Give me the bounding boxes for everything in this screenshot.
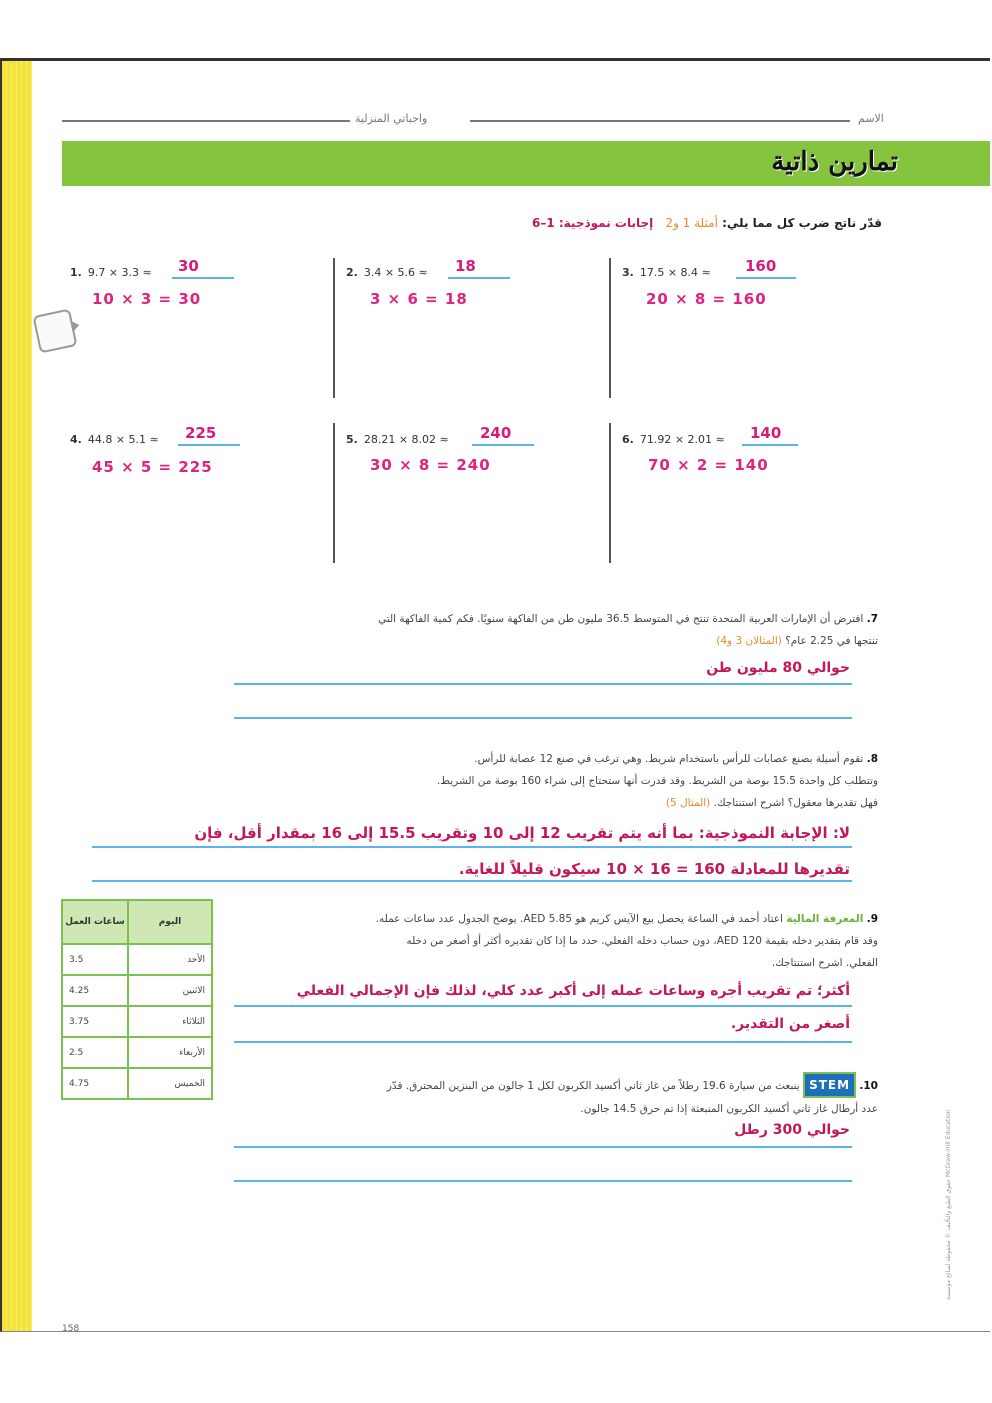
- question-7-line-1: 7. افترض أن الإمارات العربية المتحدة تنتج في المتوسط 36.5 مليون طن من الفاكهة سنويًا. فكم كمية الفاكهة التي: [378, 613, 878, 625]
- question-10-answer: حوالي 300 رطل: [734, 1122, 850, 1138]
- column-header-hours: ساعات العمل: [62, 900, 128, 944]
- question-9-line-2: وقد قام بتقدير دخله بقيمة AED 120، دون حساب دخله الفعلي. حدد ما إذا كان تقديره أكثر أو أصغر من دخله: [406, 935, 878, 947]
- answer-line: [92, 846, 852, 848]
- day-cell: الأربعاء: [128, 1037, 212, 1068]
- homework-rule: [470, 120, 850, 122]
- answer-line: [178, 444, 240, 446]
- problem-5-work: 30 × 8 = 240: [370, 456, 491, 474]
- problem-expression: 17.5 × 8.4 ≈: [639, 266, 711, 279]
- page-title: تمارين ذاتية: [771, 147, 898, 177]
- question-9-line-3: الفعلي. اشرح استنتاجك.: [771, 957, 878, 969]
- problem-number: 6.: [622, 433, 634, 446]
- hours-cell: 4.25: [62, 975, 128, 1006]
- question-10: [258, 1072, 878, 1120]
- name-rule: [62, 120, 350, 122]
- question-9: [258, 908, 878, 974]
- question-10-line-1: 10. STEM ينبعث من سيارة 19.6 رطلاً من غاز ثاني أكسيد الكربون لكل 1 جالون من البنزين المحترق. قدّر: [258, 1072, 878, 1098]
- problem-5-answer: 240: [480, 424, 512, 442]
- model-answers-label: إجابات نموذجية: 1–6: [531, 216, 654, 230]
- answer-line: [742, 444, 798, 446]
- problem-4-answer: 225: [185, 424, 217, 442]
- answer-line: [234, 1041, 852, 1043]
- page-border: [0, 58, 990, 1332]
- answer-line: [172, 277, 234, 279]
- question-8-answer-line-1: لا: الإجابة النموذجية: بما أنه يتم تقريب 12 إلى 10 وتقريب 15.5 إلى 16 بمقدار أقل، فإن: [194, 824, 850, 842]
- problem-6: [622, 433, 725, 446]
- answer-line: [234, 1005, 852, 1007]
- table-row: [62, 1037, 212, 1068]
- problem-number: 1.: [70, 266, 82, 279]
- hours-cell: 3.5: [62, 944, 128, 975]
- problem-expression: 3.4 × 5.6 ≈: [363, 266, 428, 279]
- problem-number: 3.: [622, 266, 634, 279]
- problem-2-answer: 18: [455, 257, 476, 275]
- problem-6-work: 70 × 2 = 140: [648, 456, 769, 474]
- problem-5: [346, 433, 449, 446]
- answer-line: [234, 683, 852, 685]
- hours-cell: 3.75: [62, 1006, 128, 1037]
- question-8-line-3: فهل تقديرها معقول؟ اشرح استنتاجك. (المثال 5): [665, 797, 878, 809]
- problem-1: [70, 266, 152, 279]
- question-9-line-1: 9. المعرفة المالية اعتاد أحمد في الساعة يحصل بيع الآيس كريم هو AED 5.85. يوضح الجدول عدد ساعات عمله.: [375, 913, 878, 925]
- day-cell: الثلاثاء: [128, 1006, 212, 1037]
- question-8-line-1: 8. تقوم أسيلة بصنع عصابات للرأس باستخدام شريط. وهي ترغب في صنع 12 عصابة للرأس.: [474, 753, 878, 765]
- question-9-answer-line-1: أكثر؛ تم تقريب أجره وساعات عمله إلى أكبر عدد كلي، لذلك فإن الإجمالي الفعلي: [296, 983, 850, 999]
- table-header-row: [62, 900, 212, 944]
- problem-number: 4.: [70, 433, 82, 446]
- title-bar: [62, 141, 990, 186]
- copyright-spine-text: حقوق الطبع والتأليف © محفوظة لصالح مؤسسة McGraw-Hill Education: [945, 1109, 952, 1300]
- column-separator: [609, 423, 611, 563]
- homework-label: واجباتي المنزلية: [355, 112, 428, 125]
- problem-1-work: 10 × 3 = 30: [92, 290, 202, 308]
- problem-2: [346, 266, 428, 279]
- instructions-text: قدّر ناتج ضرب كل مما يلي:: [722, 216, 882, 230]
- answer-line: [736, 277, 796, 279]
- page-number: 158: [62, 1324, 80, 1334]
- table-row: [62, 1068, 212, 1099]
- side-stripe: [2, 61, 32, 1331]
- answer-line: [92, 880, 852, 882]
- problem-6-answer: 140: [750, 424, 782, 442]
- problem-expression: 28.21 × 8.02 ≈: [363, 433, 449, 446]
- table-row: [62, 975, 212, 1006]
- question-8: [228, 748, 878, 814]
- instructions-ref: أمثلة 1 و2: [665, 216, 718, 230]
- question-7-line-2: تنتجها في 2.25 عام؟ (المثالان 3 و4): [716, 635, 878, 647]
- question-7: [228, 608, 878, 652]
- work-hours-table: [61, 899, 213, 1100]
- problem-expression: 71.92 × 2.01 ≈: [639, 433, 725, 446]
- instructions: [532, 216, 882, 230]
- problem-3: [622, 266, 711, 279]
- answer-line: [234, 1146, 852, 1148]
- column-separator: [609, 258, 611, 398]
- question-10-line-2: عدد أرطال غاز ثاني أكسيد الكربون المنبعثة إذا تم حرق 14.5 جالون.: [580, 1103, 878, 1115]
- name-label: الاسم: [858, 112, 884, 125]
- table-row: [62, 944, 212, 975]
- hours-cell: 2.5: [62, 1037, 128, 1068]
- answer-line: [472, 444, 534, 446]
- answer-line: [448, 277, 510, 279]
- problem-4-work: 45 × 5 = 225: [92, 458, 213, 476]
- problem-1-answer: 30: [178, 257, 199, 275]
- problem-2-work: 3 × 6 = 18: [370, 290, 468, 308]
- day-cell: الخميس: [128, 1068, 212, 1099]
- problem-expression: 44.8 × 5.1 ≈: [87, 433, 159, 446]
- sticky-note-icon: [32, 308, 77, 353]
- question-9-answer-line-2: أصغر من التقدير.: [730, 1016, 850, 1032]
- problem-expression: 9.7 × 3.3 ≈: [87, 266, 152, 279]
- question-8-answer-line-2: تقديرها للمعادلة 160 = 16 × 10 سيكون قليلاً للغاية.: [458, 860, 850, 878]
- table-row: [62, 1006, 212, 1037]
- problem-number: 5.: [346, 433, 358, 446]
- column-header-day: اليوم: [128, 900, 212, 944]
- day-cell: الاثنين: [128, 975, 212, 1006]
- problem-number: 2.: [346, 266, 358, 279]
- question-7-answer: حوالي 80 مليون طن: [706, 660, 850, 676]
- stem-badge: STEM: [803, 1072, 856, 1098]
- question-8-line-2: وتتطلب كل واحدة 15.5 بوصة من الشريط. وقد قدرت أنها ستحتاج إلى شراء 160 بوصة من الشريط.: [436, 775, 878, 787]
- day-cell: الأحد: [128, 944, 212, 975]
- answer-line: [234, 717, 852, 719]
- hours-cell: 4.75: [62, 1068, 128, 1099]
- answer-line: [234, 1180, 852, 1182]
- column-separator: [333, 423, 335, 563]
- problem-3-answer: 160: [745, 257, 777, 275]
- problem-4: [70, 433, 159, 446]
- column-separator: [333, 258, 335, 398]
- problem-3-work: 20 × 8 = 160: [646, 290, 767, 308]
